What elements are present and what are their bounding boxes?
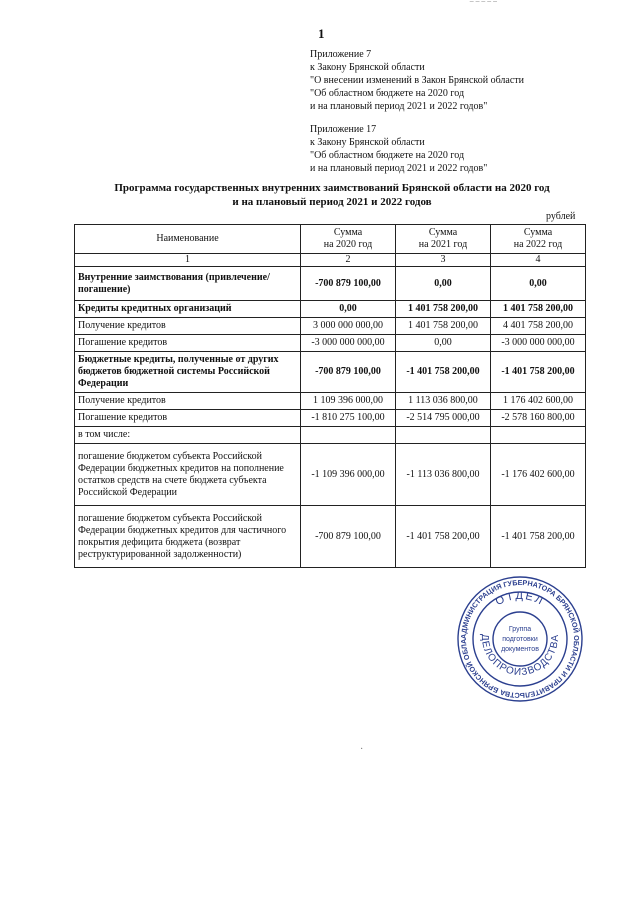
units-label: рублей [546, 211, 576, 222]
appendix-line: "О внесении изменений в Закон Брянской области [310, 75, 525, 86]
table-row [75, 335, 586, 352]
appendix-current-block [310, 48, 524, 113]
header-2021 [396, 225, 491, 254]
value-2021: 0,00 [396, 335, 491, 352]
value-2021: 1 401 758 200,00 [396, 318, 491, 335]
value-2022 [491, 427, 586, 444]
value-2020: -1 810 275 100,00 [301, 410, 396, 427]
svg-text:Группа: Группа [508, 626, 532, 633]
column-number-row [75, 254, 586, 267]
table-row [75, 393, 586, 410]
column-number: 1 [75, 254, 301, 267]
value-2020: -1 109 396 000,00 [301, 444, 396, 506]
scan-mark: ‾ ‾ ‾ ‾ ‾ [470, 2, 497, 13]
value-2022: -1 176 402 600,00 [491, 444, 586, 506]
header-2020-line2: на 2020 год [323, 239, 373, 250]
value-2020: 1 109 396 000,00 [301, 393, 396, 410]
document-title [76, 181, 588, 209]
appendix-line: "Об областном бюджете на 2020 год [310, 150, 465, 161]
column-number: 2 [301, 254, 396, 267]
value-2022: 1 401 758 200,00 [491, 301, 586, 318]
value-2021 [396, 427, 491, 444]
column-number: 4 [491, 254, 586, 267]
table-row [75, 352, 586, 393]
value-2022: -1 401 758 200,00 [491, 352, 586, 393]
value-2020: 3 000 000 000,00 [301, 318, 396, 335]
value-2022: 4 401 758 200,00 [491, 318, 586, 335]
appendix-line: и на плановый период 2021 и 2022 годов" [310, 101, 488, 112]
value-2022: -3 000 000 000,00 [491, 335, 586, 352]
value-2022: 0,00 [491, 267, 586, 301]
value-2020 [301, 427, 396, 444]
appendix-line: Приложение 17 [310, 124, 377, 135]
appendix-line: Приложение 7 [310, 49, 372, 60]
value-2021: 1 401 758 200,00 [396, 301, 491, 318]
appendix-line: к Закону Брянской области [310, 137, 425, 148]
svg-text:ОТДЕЛ: ОТДЕЛ [493, 589, 547, 609]
row-name: погашение бюджетом субъекта Российской Федерации бюджетных кредитов на пополнение остатков средств на счете бюджета субъекта Российской Федерации [75, 444, 301, 506]
table-row [75, 318, 586, 335]
value-2022: -1 401 758 200,00 [491, 506, 586, 568]
value-2021: -1 113 036 800,00 [396, 444, 491, 506]
office-stamp [456, 575, 584, 703]
row-name: Бюджетные кредиты, полученные от других бюджетов бюджетной системы Российской Федерации [75, 352, 301, 393]
borrowing-program-table [74, 224, 586, 568]
header-2020 [301, 225, 396, 254]
row-name: Внутренние заимствования (привлечение/погашение) [75, 267, 301, 301]
value-2021: -2 514 795 000,00 [396, 410, 491, 427]
row-name: Погашение кредитов [75, 335, 301, 352]
value-2021: -1 401 758 200,00 [396, 506, 491, 568]
value-2020: -700 879 100,00 [301, 506, 396, 568]
row-name: погашение бюджетом субъекта Российской Федерации бюджетных кредитов для частичного покрытия дефицита бюджета (возврат реструктурированной задолженности) [75, 506, 301, 568]
page-number: 1 [318, 26, 325, 41]
appendix-original-block [310, 123, 487, 175]
value-2020: -700 879 100,00 [301, 352, 396, 393]
svg-text:АДМИНИСТРАЦИЯ ГУБЕРНАТОРА БРЯН: АДМИНИСТРАЦИЯ ГУБЕРНАТОРА БРЯНСКОЙ ОБЛАСТИ И ПРАВИТЕЛЬСТВА БРЯНСКОЙ ОБЛА [458, 577, 582, 701]
title-line-2: и на плановый период 2021 и 2022 годов [232, 196, 432, 208]
value-2020: -3 000 000 000,00 [301, 335, 396, 352]
table-row [75, 427, 586, 444]
value-2021: 0,00 [396, 267, 491, 301]
value-2021: -1 401 758 200,00 [396, 352, 491, 393]
value-2022: -2 578 160 800,00 [491, 410, 586, 427]
header-2021-line2: на 2021 год [418, 239, 468, 250]
table-row [75, 301, 586, 318]
row-name: Кредиты кредитных организаций [75, 301, 301, 318]
svg-text:подготовки: подготовки [502, 636, 538, 643]
header-name: Наименование [75, 225, 301, 254]
table-row [75, 410, 586, 427]
table-row [75, 444, 586, 506]
appendix-line: "Об областном бюджете на 2020 год [310, 88, 465, 99]
row-name: Погашение кредитов [75, 410, 301, 427]
scan-dot: · [360, 744, 364, 755]
row-name: в том числе: [75, 427, 301, 444]
table-row [75, 506, 586, 568]
value-2022: 1 176 402 600,00 [491, 393, 586, 410]
value-2020: 0,00 [301, 301, 396, 318]
row-name: Получение кредитов [75, 393, 301, 410]
value-2021: 1 113 036 800,00 [396, 393, 491, 410]
header-2020-line1: Сумма [333, 227, 363, 238]
stamp-seal-icon [456, 575, 584, 703]
svg-text:ДЕЛОПРОИЗВОДСТВА: ДЕЛОПРОИЗВОДСТВА [478, 633, 562, 679]
value-2020: -700 879 100,00 [301, 267, 396, 301]
svg-text:документов: документов [501, 646, 539, 653]
header-2022 [491, 225, 586, 254]
title-line-1: Программа государственных внутренних заимствований Брянской области на 2020 год [114, 182, 550, 194]
appendix-line: к Закону Брянской области [310, 62, 425, 73]
header-2022-line2: на 2022 год [513, 239, 563, 250]
header-2021-line1: Сумма [428, 227, 458, 238]
column-number: 3 [396, 254, 491, 267]
appendix-line: и на плановый период 2021 и 2022 годов" [310, 163, 488, 174]
row-name: Получение кредитов [75, 318, 301, 335]
table-row [75, 267, 586, 301]
table-header-row [75, 225, 586, 254]
header-2022-line1: Сумма [523, 227, 553, 238]
